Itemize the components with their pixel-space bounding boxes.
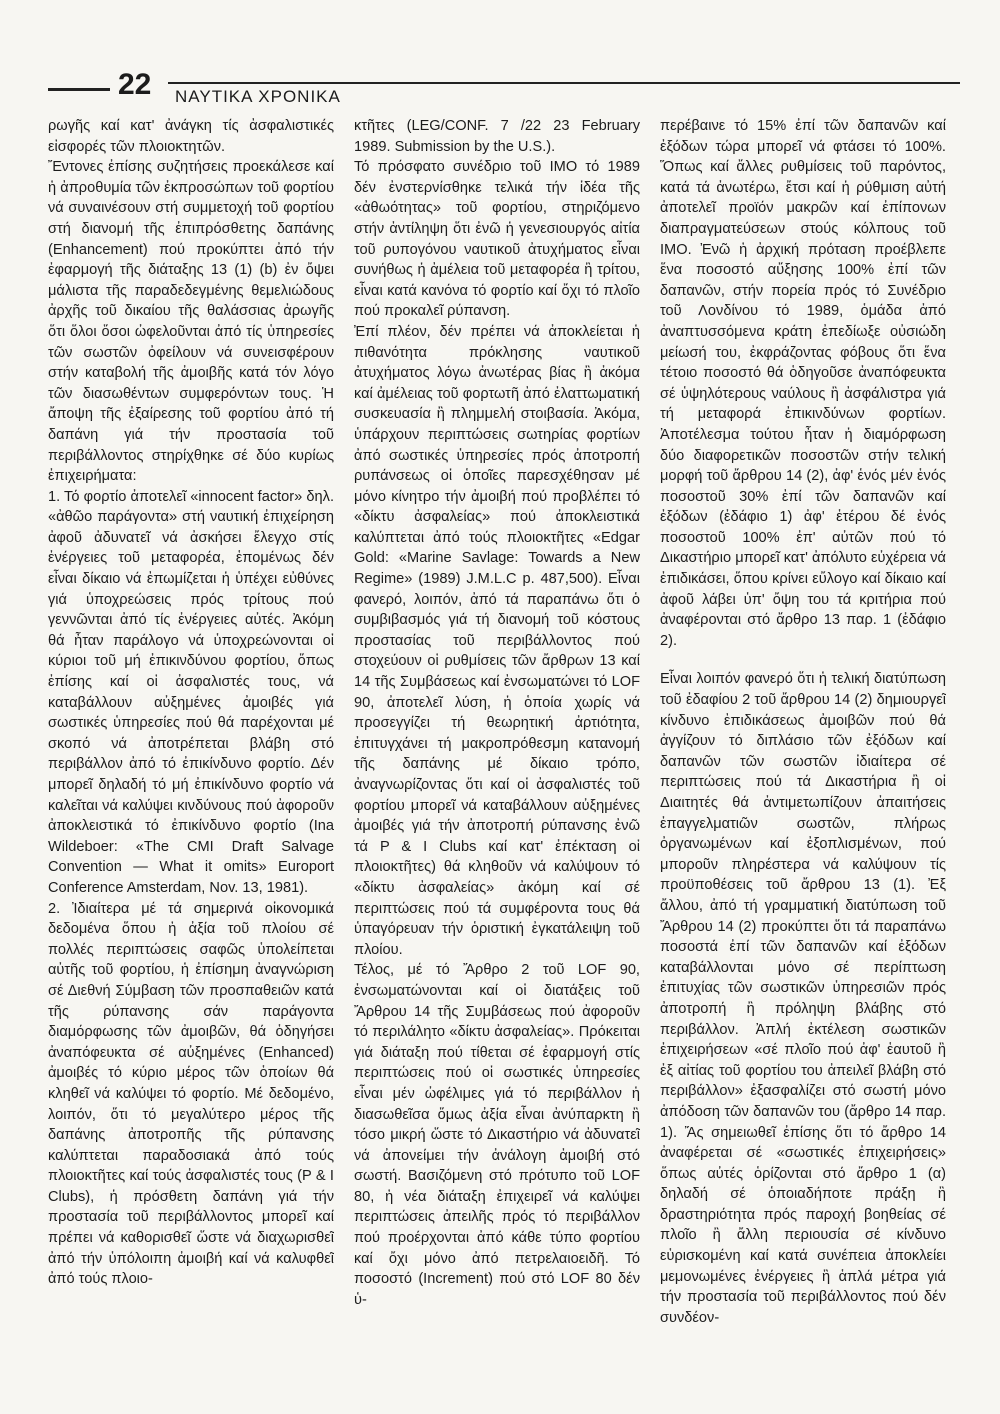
page-number: 22 [118, 68, 152, 101]
paragraph: Τό πρόσφατο συνέδριο τοῦ IMO τό 1989 δέν ἐνστερνίσθηκε τελικά τήν ἰδέα τῆς «ἀθωότητας» τοῦ φορτίου, στηριζόμενο στήν ἀντίληψη ὅτι ἐνῶ ἡ γενεσιουργός αἰτία τοῦ ρυπογόνου ναυτικοῦ ἀτυχήματος εἶναι συνήθως ἡ ἀμέλεια τοῦ μεταφορέα ἢ τρίτου, εἶναι κατά κανόνα τό φορτίο καί ὄχι τό πλοῖο πού προκαλεῖ ρύπανση. [354, 159, 640, 320]
paragraph: κτῆτες (LEG/CONF. 7 /22 23 February 1989. Submission by the U.S.). [354, 118, 640, 155]
paragraph: Τέλος, μέ τό Ἄρθρο 2 τοῦ LOF 90, ἐνσωματώνονται καί οἱ διατάξεις τοῦ Ἄρθρου 14 τῆς Συμβάσεως πού ἀφοροῦν τό περιλάλητο «δίκτυ ἀσφαλείας». Πρόκειται γιά διάταξη πού τίθεται σέ ἐφαρμογή στίς περιπτώσεις πού οἱ σωστικές ὑπηρεσίες εἶναι μέν ὠφέλιμες γιά τό περιβάλλον ἡ διασωθεῖσα ὅμως ἀξία εἶναι ἀνύπαρκτη ἢ τόσο μικρή ὥστε τό Δικαστήριο νά ἀδυνατεῖ νά ἀπονείμει τήν ἀνάλογη ἀμοιβή στό σωστή. Βασιζόμενη στό πρότυπο τοῦ LOF 80, ἡ νέα διάταξη ἐπιχειρεῖ νά καλύψει περιπτώσεις ἀπειλῆς πρός τό περιβάλλον πού προέρχονται ἀπό κάθε τύπο φορτίου καί ὄχι μόνο ἀπό πετρελαιοειδῆ. Τό ποσοστό (Increment) πού στό LOF 80 δέν ὑ- [354, 962, 640, 1308]
paragraph: Εἶναι λοιπόν φανερό ὅτι ἡ τελική διατύπωση τοῦ ἐδαφίου 2 τοῦ ἄρθρου 14 (2) δημιουργεῖ κίνδυνο ἐπιδικάσεως ἀμοιβῶν πού θά ἀγγίζουν τό διπλάσιο τῶν ἐξόδων καί δαπανῶν τῶν σωστῶν ἰδιαίτερα σέ περιπτώσεις πού τά Δικαστήρια ἢ οἱ Διαιτητές θά ἀντιμετωπίζουν ἀπαιτήσεις ἐπαγγελματιῶν σωστῶν, πλήρως ὀργανωμένων καί ἐξοπλισμένων, πού μποροῦν πληρέστερα νά καλύψουν τίς προϋποθέσεις τοῦ ἄρθρου 13 (1). Ἐξ ἄλλου, ἀπό τή γραμματική διατύπωση τοῦ Ἄρθρου 14 (2) προκύπτει ὅτι τά παραπάνω ποσοστά ἐπί τῶν δαπανῶν καί ἐξόδων καταβάλλονται μόνο σέ περίπτωση ἐπιτυχίας τῶν σωστικῶν ὑπηρεσιῶν πρός ἀποτροπή ἢ πρόληψη βλάβης στό περιβάλλον. Ἀπλή ἐκτέλεση σωστικῶν ἐπιχειρήσεων «σέ πλοῖο πού ἀφ' ἑαυτοῦ ἢ ἐξ αἰτίας τοῦ φορτίου του ἀπειλεῖ βλάβη στό περιβάλλον» ἐξασφαλίζει στό σωστή μόνο ἀπόδοση τῶν δαπανῶν του (ἄρθρο 14 παρ. 1). Ἄς σημειωθεῖ ἐπίσης ὅτι τό ἄρθρο 14 ἀναφέρεται σέ «σωστικές ἐπιχειρήσεις» ὅπως αὐτές ὁρίζονται στό ἄρθρο 1 (α) δηλαδή σέ ὁποιαδήποτε πράξη ἢ δραστηριότητα πρός παροχή βοηθείας σέ πλοῖο ἢ ἄλλη περιουσία σέ κίνδυνο εὑρισκομένη καί κατά συνέπεια ἀποκλείει μεμονωμένες ἐνέργειες ἢ ἁπλά μέτρα γιά τήν προστασία τοῦ περιβάλλοντος πού δέν συνδέον- [660, 671, 946, 1326]
paragraph: περέβαινε τό 15% ἐπί τῶν δαπανῶν καί ἐξόδων τώρα μπορεῖ νά φτάσει τό 100%. Ὅπως καί ἄλλες ρυθμίσεις τοῦ παρόντος, κατά τά ἀνωτέρω, ἔτσι καί ἡ ρύθμιση αὐτή ἀποτελεῖ προϊόν μακρῶν καί ἐπίπονων διαπραγματεύσεων στούς κόλπους τοῦ IMO. Ἐνῶ ἡ ἀρχική πρόταση προέβλεπε ἕνα ποσοστό αὔξησης 100% ἐπί τῶν δαπανῶν, στήν πορεία πρός τό Συνέδριο τοῦ Λονδίνου τό 1989, ὁμάδα ἀπό ἀναπτυσσόμενα κράτη ἐπεδίωξε οὐσιώδη μείωσή του, ἐκφράζοντας φόβους ὅτι ἕνα τέτοιο ποσοστό θά ὁδηγοῦσε ἀναπόφευκτα σέ ὑψηλότερους ναύλους ἢ ἀσφάλιστρα γιά τή μεταφορά ἐπικινδύνων φορτίων. Ἀποτέλεσμα τούτου ἦταν ἡ διαμόρφωση δύο διαφορετικῶν ποσοστῶν στήν τελική μορφή τοῦ ἄρθρου 14 (2), ἀφ' ἑνός μέν ἑνός ποσοστοῦ 30% ἐπί τῶν δαπανῶν καί ἐξόδων (ἐδάφιο 1) ἀφ' ἑτέρου δέ ἑνός ποσοστοῦ 100% ἐπ' αὐτῶν πού τό Δικαστήριο μπορεῖ κατ' ἀπόλυτο εὐχέρεια νά ἐπιδικάσει, ὅπου κρίνει εὔλογο καί δίκαιο καί ἀφοῦ λάβει ὑπ' ὄψη του τά κριτήρια πού ἀναφέρονται στό ἄρθρο 13 παρ. 1 (ἐδάφιο 2). [660, 118, 946, 649]
journal-title: ΝΑΥΤΙΚΑ ΧΡΟΝΙΚΑ [175, 87, 341, 106]
paragraph: 1. Τό φορτίο ἀποτελεῖ «innocent factor» δηλ. «ἀθῶο παράγοντα» στή ναυτική ἐπιχείρηση ἀφοῦ ἀδυνατεῖ νά ἀσκήσει ἔλεγχο στίς ἐνέργειες τοῦ μεταφορέα, ἑπομένως δέν εἶναι δίκαιο νά ἐπωμίζεται ἡ ὑπέχει εὐθύνες γιά ὑποχρεώσεις πρός τρίτους πού γεννῶνται ἀπό τίς ἐνέργειες αὐτές. Ἀκόμη θά ἦταν παράλογο νά ὑποχρεώνονται οἱ κύριοι τοῦ μή ἐπικινδύνου φορτίου, ὅπως ἐπίσης καί οἱ ἀσφαλιστές τους, νά καταβάλλουν αὐξημένες ἀμοιβές γιά σωστικές ὑπηρεσίες πού θά παρέχονται μέ σκοπό νά ἀποτρέπεται βλάβη στό περιβάλλον ἀπό τό ἐπικίνδυνο φορτίο. Δέν μπορεῖ δηλαδή τό μή ἐπικίνδυνο φορτίο νά καλεῖται νά καλύψει κινδύνους πού ἀφοροῦν ἀποκλειστικά τό ἐπικίνδυνο φορτίο (Ina Wildeboer: «The CMI Draft Salvage Convention — What it omits» Europort Conference Amsterdam, Nov. 13, 1981). [48, 488, 334, 896]
header-rule-left [48, 88, 110, 91]
paragraph: Ἔντονες ἐπίσης συζητήσεις προεκάλεσε καί ἡ ἀπροθυμία τῶν ἐκπροσώπων τοῦ φορτίου νά συναινέσουν στή συμμετοχή τοῦ φορτίου στή διανομή τῆς ἐπιπρόσθετης δαπάνης (Enhancement) πού προκύπτει ἀπό τήν ἐφαρμογή τῆς διάταξης 13 (1) (b) ἐν ὄψει μάλιστα τῆς παραδεδεγμένης θεμελιώδους ἀρχῆς τοῦ δικαίου τῆς θαλάσσιας ἀρωγῆς ὅτι ὅλοι ὅσοι ὠφελοῦνται ἀπό τίς ὑπηρεσίες τῶν σωστῶν ὀφείλουν νά συνεισφέρουν στήν καταβολή τῆς ἀμοιβῆς κατά τόν λόγο τῶν διασωθέντων συμφερόντων τους. Ἡ ἄποψη τῆς ἐξαίρεσης τοῦ φορτίου ἀπό τή δαπάνη γιά τήν προστασία τοῦ περιβάλλοντος στηρίχθηκε σέ δύο κυρίως ἐπιχειρήματα: [48, 159, 334, 485]
paragraph: ρωγῆς καί κατ' ἀνάγκη τίς ἀσφαλιστικές εἰσφορές τῶν πλοιοκτητῶν. [48, 118, 334, 155]
header-rule-right [168, 82, 960, 84]
page-header [48, 70, 960, 110]
text-column-1 [48, 116, 334, 1406]
text-column-2 [354, 116, 640, 1406]
paragraph: 2. Ἰδιαίτερα μέ τά σημερινά οἰκονομικά δεδομένα ὅπου ἡ ἀξία τοῦ πλοίου σέ πολλές περιπτώσεις σαφῶς ὑπολείπεται αὐτῆς τοῦ φορτίου, ἡ ἐπίσημη ἀναγνώριση σέ Διεθνή Σύμβαση τῶν προσπαθειῶν κατά τῆς ρύπανσης σάν παράγοντα διαμόρφωσης τῶν ἀμοιβῶν, θά ὁδηγήσει ἀναπόφευκτα σέ αὐξημένες (Enhanced) ἀμοιβές τό κύριο μέρος τῶν ὁποίων θά κληθεῖ νά καλύψει τό φορτίο. Μέ δεδομένο, λοιπόν, ὅτι τό μεγαλύτερο μέρος τῆς δαπάνης ἀποτροπῆς τῆς ρύπανσης καλύπτεται παραδοσιακά ἀπό τούς πλοιοκτῆτες καί τούς ἀσφαλιστές τους (P & I Clubs), ἡ πρόσθετη δαπάνη γιά τήν προστασία τοῦ περιβάλλοντος μπορεῖ καί πρέπει νά καθορισθεῖ ὥστε νά διαχωρισθεῖ ἀπό τήν ὑπόλοιπη ἀμοιβή καί νά καλυφθεῖ ἀπό τούς πλοιο- [48, 900, 334, 1288]
article-body [48, 116, 960, 1406]
text-column-3 [660, 116, 946, 1406]
paragraph: Ἐπί πλέον, δέν πρέπει νά ἀποκλείεται ἡ πιθανότητα πρόκλησης ναυτικοῦ ἀτυχήματος λόγω ἀνωτέρας βίας ἢ ἀκόμα καί ἀμέλειας τοῦ φορτωτῆ ἀπό ἐλαττωματική συσκευασία ἢ πλημμελή στοιβασία. Ἀκόμα, ὑπάρχουν περιπτώσεις σωτηρίας φορτίων ἀπό σωστικές ὑπηρεσίες πρός ἀποτροπή ρυπάνσεως οἱ ὁποῖες παρεσχέθησαν μέ μόνο κίνητρο τήν ἀμοιβή πού προβλέπει τό «δίκτυ ἀσφαλείας» πού ἀποκλειστικά καλύπτεται ἀπό τούς πλοιοκτῆτες «Edgar Gold: «Marine Savlage: Towards a New Regime» (1989) J.M.L.C p. 487,500). Εἶναι φανερό, λοιπόν, ἀπό τά παραπάνω ὅτι ὁ συμβιβασμός γιά τή διανομή τοῦ κόστους προστασίας τοῦ περιβάλλοντος πού στοχεύουν οἱ ρυθμίσεις τῶν ἄρθρων 13 καί 14 τῆς Συμβάσεως καί ἐνσωματώνει τό LOF 90, ἀποτελεῖ λύση, ἡ ὁποία χωρίς νά προσεγγίζει τή θεωρητική ἀρτιότητα, ἐπιτυγχάνει τή μακροπρόθεσμη κατανομή τῆς δαπάνης μέ δίκαιο τρόπο, ἀναγνωρίζοντας ὅτι καί οἱ ἀσφαλιστές τοῦ φορτίου μπορεῖ νά καταβάλλουν αὐξημένες ἀμοιβές γιά τήν ἀποτροπή ρύπανσης ἐνῶ τά P & I Clubs καί κατ' ἐπέκταση οἱ πλοιοκτῆτες) θά κληθοῦν νά καλύψουν τό «δίκτυ ἀσφαλείας» ἀκόμη καί σέ περιπτώσεις πού τά συμφέροντα τους θά ὑπαγόρευαν τήν ὁριστική ἐγκατάλειψη τοῦ πλοίου. [354, 323, 640, 958]
